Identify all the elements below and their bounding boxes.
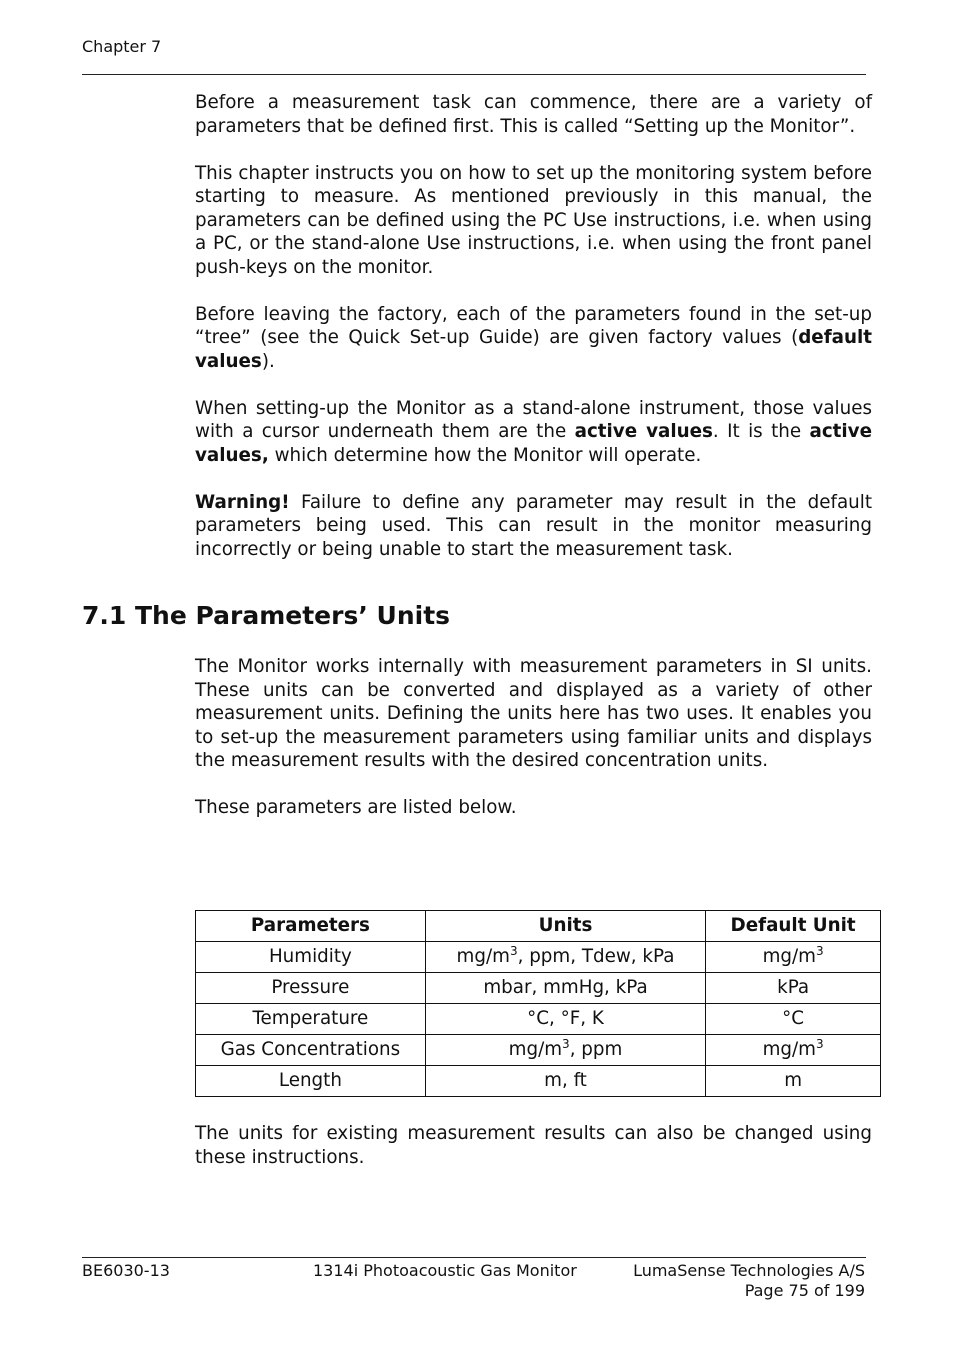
units-cell: °C, °F, K: [425, 1004, 705, 1035]
footer-page-number: Page 75 of 199: [744, 1281, 865, 1300]
intro-paragraph-3: Before leaving the factory, each of the parameters found in the set-up “tree” (see the Quick Set-up Guide) are given factory values (default values).: [195, 303, 872, 372]
default-cell: $mg/m^3$: [706, 942, 881, 973]
intro-paragraph-2: This chapter instructs you on how to set up the monitoring system before starting to measure. As mentioned previously in this manual, the parameters can be defined using the PC Use instructions, i.e. when using a PC, or the stand-alone Use instructions, i.e. when using the front panel push-keys on the monitor.: [195, 162, 872, 278]
intro-paragraph-4: When setting-up the Monitor as a stand-alone instrument, those values with a cursor underneath them are the active values. It is the active values, which determine how the Monitor will operate.: [195, 397, 872, 466]
units-cell: mbar, mmHg, kPa: [425, 973, 705, 1004]
footer-doc-id: BE6030-13: [82, 1261, 170, 1280]
default-cell: °C: [706, 1004, 881, 1035]
header-rule: [82, 74, 866, 75]
closing-paragraph: The units for existing measurement results can also be changed using these instructions.: [195, 1123, 872, 1168]
param-cell: Length: [196, 1066, 426, 1097]
header-parameters: Parameters: [196, 911, 426, 942]
units-cell: $mg/m^3$, ppm: [425, 1035, 705, 1066]
table-row: [196, 1066, 881, 1097]
table-row: [196, 1035, 881, 1066]
warning-paragraph: Warning! Failure to define any parameter may result in the default parameters being used. This can result in the monitor measuring incorrectly or being unable to start the measurement task.: [195, 491, 872, 560]
warning-label: Warning!: [195, 491, 290, 513]
chapter-header: Chapter 7: [82, 37, 162, 56]
units-table: [195, 910, 881, 1097]
header-units: Units: [425, 911, 705, 942]
table-row: [196, 1004, 881, 1035]
table-header-row: [196, 911, 881, 942]
default-cell: $mg/m^3$: [706, 1035, 881, 1066]
param-cell: Humidity: [196, 942, 426, 973]
section-text: [195, 655, 872, 820]
footer-right-block: [633, 1261, 865, 1301]
intro-text: [195, 91, 872, 561]
section-heading: 7.1 The Parameters’ Units: [82, 601, 451, 630]
units-cell: m, ft: [425, 1066, 705, 1097]
default-cell: kPa: [706, 973, 881, 1004]
units-cell: $mg/m^3$, ppm, Tdew, kPa: [425, 942, 705, 973]
footer-rule: [82, 1257, 866, 1258]
default-cell: m: [706, 1066, 881, 1097]
footer-product: 1314i Photoacoustic Gas Monitor: [313, 1261, 577, 1280]
param-cell: Temperature: [196, 1004, 426, 1035]
table-row: [196, 973, 881, 1004]
table-row: [196, 942, 881, 973]
closing-text: [195, 1122, 872, 1169]
param-cell: Pressure: [196, 973, 426, 1004]
section-paragraph-2: These parameters are listed below.: [195, 797, 517, 818]
footer-company: LumaSense Technologies A/S: [633, 1261, 865, 1280]
intro-paragraph-1: Before a measurement task can commence, there are a variety of parameters that be defined first. This is called “Setting up the Monitor”.: [195, 92, 872, 137]
section-paragraph-1: The Monitor works internally with measurement parameters in SI units. These units can be converted and displayed as a variety of other measurement units. Defining the units here has two uses. It enables you to set-up the measurement parameters using familiar units and displays the measurement results with the desired concentration units.: [195, 656, 872, 771]
param-cell: Gas Concentrations: [196, 1035, 426, 1066]
header-default-unit: Default Unit: [706, 911, 881, 942]
